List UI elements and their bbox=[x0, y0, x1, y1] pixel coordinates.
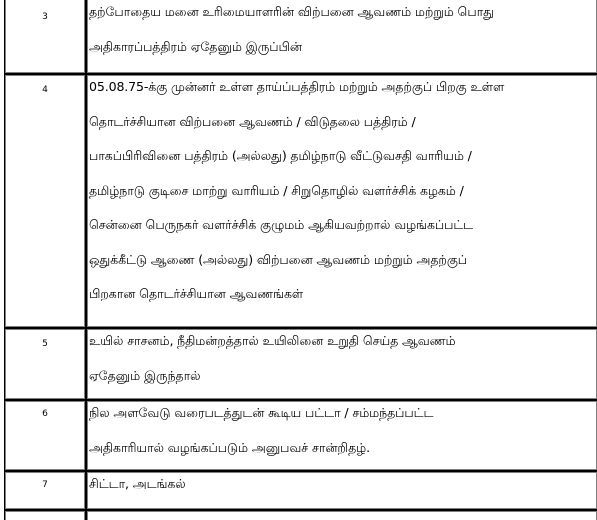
description-line: ஒதுக்கீட்டு ஆணை (அல்லது) விற்பனை ஆவணம் மற்றும் அதற்குப் bbox=[89, 251, 468, 267]
serial-number-cell bbox=[4, 471, 86, 510]
description-cell bbox=[86, 328, 597, 400]
description-line: தமிழ்நாடு குடிசை மாற்று வாரியம் / சிறுதொழில் வளர்ச்சிக் கழகம் / bbox=[89, 182, 464, 198]
description-line: சிட்டா, அடங்கல் bbox=[89, 476, 186, 491]
serial-number-cell bbox=[4, 400, 86, 471]
description-line: அதிகாரப்பத்திரம் ஏதேனும் இருப்பின் bbox=[89, 38, 302, 54]
description-line: அதிகாரியால் வழங்கப்படும் அனுபவச் சான்றிதழ். bbox=[89, 439, 370, 455]
table-row bbox=[4, 74, 597, 328]
description-line: பிறகான தொடர்ச்சியான ஆவணங்கள் bbox=[89, 286, 304, 301]
description-line: நில அளவேடு வரைபடத்துடன் கூடிய பட்டா / சம்மந்தப்பட்ட bbox=[89, 405, 434, 420]
description-cell bbox=[86, 471, 597, 510]
description-line: உயில் சாசனம், நீதிமன்றத்தால் உயிலினை உறுதி செய்த ஆவணம் bbox=[89, 333, 456, 348]
documents-required-table bbox=[4, 0, 597, 520]
table-row bbox=[4, 471, 597, 510]
description-cell bbox=[86, 0, 597, 74]
description-line: சென்னை பெருநகர் வளர்ச்சிக் குழுமம் ஆகியவற்றால் வழங்கப்பட்ட bbox=[89, 217, 474, 232]
serial-number-cell bbox=[4, 510, 86, 520]
serial-number: 5 bbox=[42, 339, 48, 349]
description-line: பாகப்பிரிவினை பத்திரம் (அல்லது) தமிழ்நாடு வீட்டுவசதி வாரியம் / bbox=[89, 148, 472, 163]
description-line: தொடர்ச்சியான விற்பனை ஆவணம் / விடுதலை பத்திரம் / bbox=[89, 113, 416, 129]
description-line: ஏதேனும் இருந்தால் bbox=[89, 367, 201, 383]
description-line: 05.08.75-க்கு முன்னர் உள்ள தாய்ப்பத்திரம் மற்றும் அதற்குப் பிறகு உள்ள bbox=[89, 79, 505, 94]
table-row bbox=[4, 0, 597, 74]
serial-number: 6 bbox=[42, 409, 48, 419]
description-cell bbox=[86, 74, 597, 328]
table-row bbox=[4, 400, 597, 471]
serial-number-cell bbox=[4, 0, 86, 74]
table-row bbox=[4, 328, 597, 400]
serial-number: 4 bbox=[42, 85, 48, 95]
description-cell bbox=[86, 510, 597, 520]
serial-number-cell bbox=[4, 328, 86, 400]
serial-number: 7 bbox=[42, 480, 48, 490]
description-line: தற்போதைய மனை உரிமையாளரின் விற்பனை ஆவணம் மற்றும் பொது bbox=[89, 4, 494, 19]
serial-number: 3 bbox=[42, 12, 48, 22]
serial-number-cell bbox=[4, 74, 86, 328]
description-cell bbox=[86, 400, 597, 471]
table-row bbox=[4, 510, 597, 520]
